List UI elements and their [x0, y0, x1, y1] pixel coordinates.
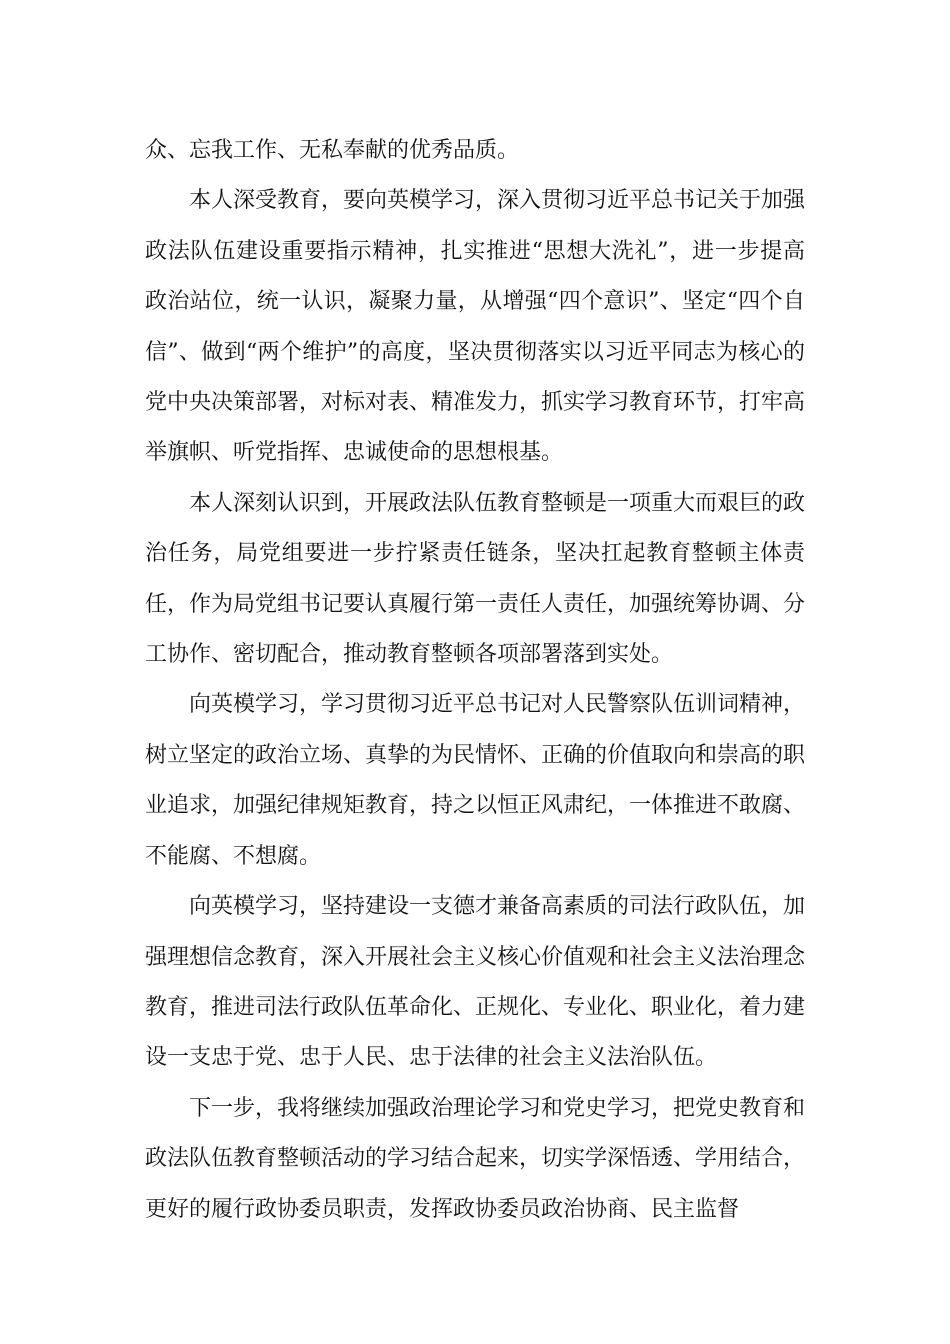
- paragraph-continuation: 众、忘我工作、无私奉献的优秀品质。: [145, 138, 520, 163]
- document-body: [145, 126, 805, 1235]
- paragraph-team-building: 向英模学习，坚持建设一支德才兼备高素质的司法行政队伍，加强理想信念教育，深入开展社会主义核心价值观和社会主义法治理念教育，推进司法行政队伍革命化、正规化、专业化、职业化，着力建设一支忠于党、忠于人民、忠于法律的社会主义法治队伍。: [145, 894, 806, 1071]
- paragraph-education: 本人深受教育，要向英模学习，深入贯彻习近平总书记关于加强政法队伍建设重要指示精神，扎实推进“思想大洗礼”，进一步提高政治站位，统一认识，凝聚力量，从增强“四个意识”、坚定“四个自信”、做到“两个维护”的高度，坚决贯彻落实以习近平同志为核心的党中央决策部署，对标对表、精准发力，抓实学习教育环节，打牢高举旗帜、听党指挥、忠诚使命的思想根基。: [145, 188, 806, 466]
- paragraph-police-spirit: 向英模学习，学习贯彻习近平总书记对人民警察队伍训词精神，树立坚定的政治立场、真挚的为民情怀、正确的价值取向和崇高的职业追求，加强纪律规矩教育，持之以恒正风肃纪，一体推进不敢腐、不能腐、不想腐。: [145, 692, 806, 869]
- paragraph-responsibility: 本人深刻认识到，开展政法队伍教育整顿是一项重大而艰巨的政治任务，局党组要进一步拧紧责任链条，坚决扛起教育整顿主体责任，作为局党组书记要认真履行第一责任人责任，加强统筹协调、分工协作、密切配合，推动教育整顿各项部署落到实处。: [145, 490, 806, 668]
- paragraph-next-step: 下一步，我将继续加强政治理论学习和党史学习，把党史教育和政法队伍教育整顿活动的学习结合起来，切实学深悟透、学用结合，更好的履行政协委员职责，发挥政协委员政治协商、民主监督: [145, 1095, 806, 1222]
